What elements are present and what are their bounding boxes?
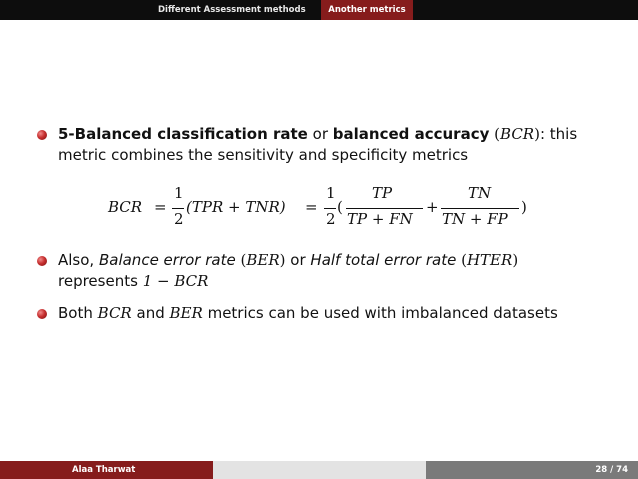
footer-title-block — [213, 461, 426, 479]
eq-plus: + — [426, 198, 439, 216]
bullet-item-imbalanced — [37, 303, 617, 325]
bullet-item-bcr — [37, 124, 617, 172]
bullet-ball-icon — [37, 256, 47, 266]
abbr-ber: BER — [169, 304, 203, 322]
bullet-text-line2: metric combines the sensitivity and specificity metrics — [58, 146, 469, 164]
bullet-ball-icon — [37, 309, 47, 319]
term-balanced-accuracy: balanced accuracy — [332, 125, 490, 143]
paren-open: ( — [494, 125, 501, 143]
bullet-ball-icon — [37, 130, 47, 140]
eq-equals: = — [154, 198, 167, 216]
bullet-text — [58, 303, 623, 324]
eq-frac2-den: 2 — [326, 210, 336, 228]
eq-tn-num: TN — [468, 184, 492, 202]
nav-section-assessment-methods[interactable]: Different Assessment methods — [158, 5, 306, 15]
eq-frac2-bar — [324, 208, 336, 209]
bullet-prefix: Also, — [58, 251, 99, 269]
paren-open: ( — [461, 251, 467, 269]
paren-close: ) — [279, 251, 286, 269]
abbr-ber: BER — [246, 251, 280, 269]
nav-section-another-metrics[interactable]: Another metrics — [321, 0, 413, 20]
section-navigation-bar — [0, 0, 638, 20]
bullet-text — [58, 250, 623, 292]
abbr-bcr: BCR — [97, 304, 132, 322]
abbr-bcr: BCR — [500, 125, 535, 143]
eq-frac2-num: 1 — [326, 184, 336, 202]
connector-text: or — [290, 251, 306, 269]
eq-tp-den: TP + FN — [347, 210, 413, 228]
eq-frac-num: 1 — [174, 184, 184, 202]
eq-tp-num: TP — [372, 184, 393, 202]
bullet-text — [58, 124, 623, 166]
connector-text: or — [307, 125, 333, 143]
bullet-text-line2: represents — [58, 272, 138, 290]
footer-author: Alaa Tharwat — [0, 461, 213, 479]
eq-lparen: ( — [337, 198, 343, 216]
bullet-text-tail: metrics can be used with imbalanced datasets — [207, 304, 558, 322]
eq-tn-den: TN + FP — [442, 210, 508, 228]
paren-open: ( — [240, 251, 247, 269]
bullet-item-ber — [37, 250, 617, 294]
eq-lhs: BCR — [108, 198, 143, 216]
eq-frac-bar — [172, 208, 184, 209]
eq-equals-2: = — [305, 198, 318, 216]
eq-tp-bar — [346, 208, 423, 209]
bullet-text-tail: : this — [539, 125, 578, 143]
eq-rparen: ) — [521, 198, 527, 216]
bullet-number: 5- — [58, 125, 75, 143]
abbr-hter: HTER — [466, 251, 513, 269]
footer-page-number: 28 / 74 — [426, 461, 638, 479]
paren-close: ) — [534, 125, 540, 143]
slide-footer — [0, 461, 638, 479]
eq-tn-bar — [441, 208, 519, 209]
bcr-equation — [108, 184, 588, 234]
term-balanced-classification-rate: Balanced classification rate — [74, 125, 308, 143]
term-half-total-error-rate: Half total error rate — [310, 251, 457, 269]
term-balance-error-rate: Balance error rate — [98, 251, 236, 269]
paren-close: ) — [512, 251, 519, 269]
connector-text: and — [136, 304, 165, 322]
bullet-prefix: Both — [58, 304, 93, 322]
expr-one-minus-bcr: 1 − BCR — [142, 272, 209, 290]
eq-frac-den: 2 — [174, 210, 184, 228]
eq-tpr-tnr: (TPR + TNR) — [186, 198, 286, 216]
